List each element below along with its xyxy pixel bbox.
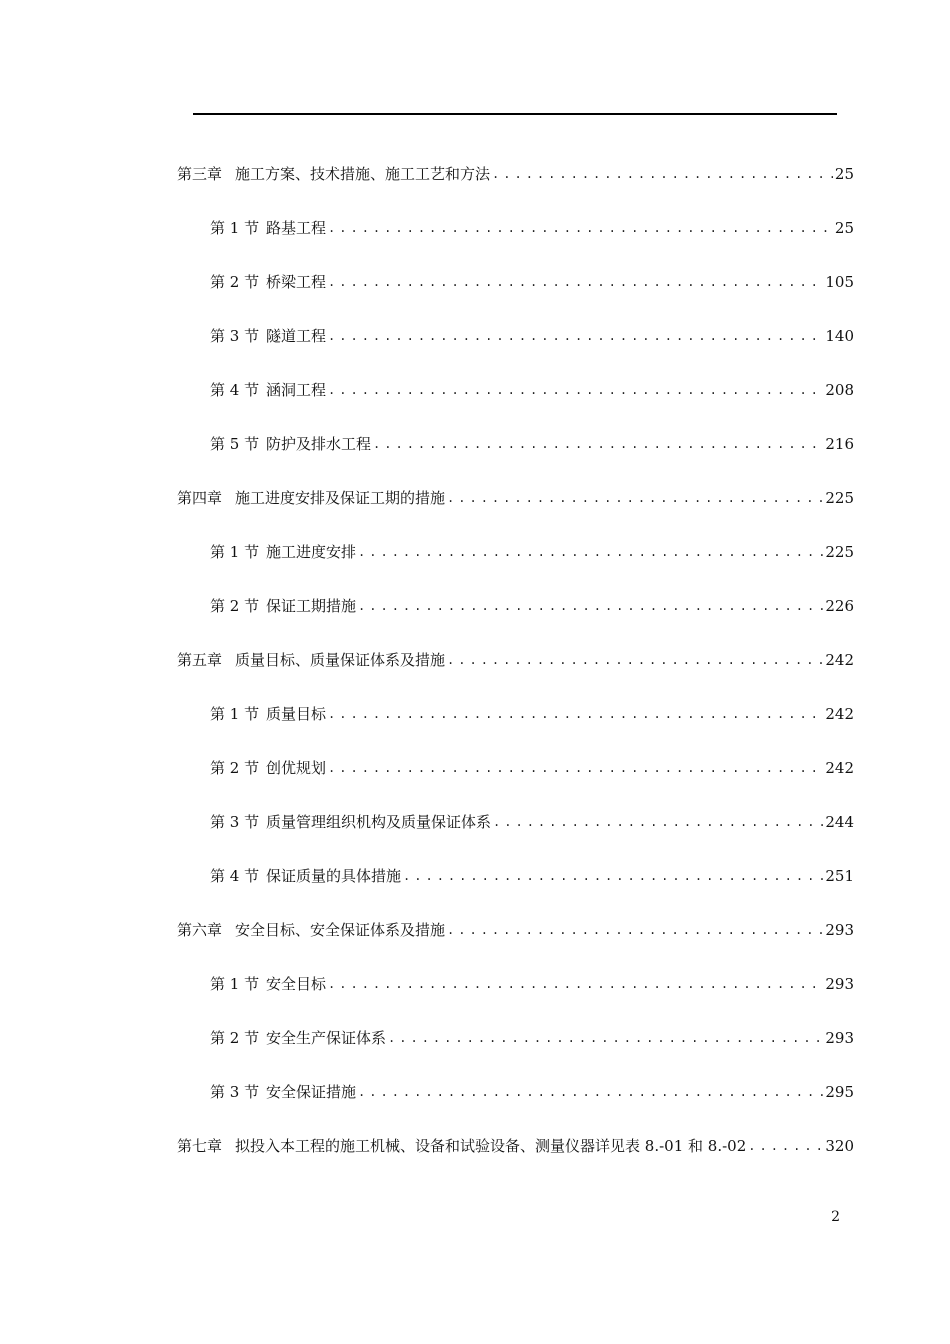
dot-leader	[328, 273, 823, 291]
toc-entry-number: 第 5 节	[210, 435, 260, 453]
dot-leader	[328, 705, 823, 723]
toc-entry-page: 226	[825, 597, 854, 615]
toc-entry-title: 防护及排水工程	[266, 435, 372, 453]
toc-entry-title: 质量目标、质量保证体系及措施	[235, 651, 446, 669]
toc-entry-number: 第 2 节	[210, 273, 260, 291]
toc-entry-number: 第 2 节	[210, 597, 260, 615]
toc-entry-page: 244	[825, 813, 854, 831]
toc-entry-section[interactable]	[210, 1078, 854, 1102]
dot-leader	[447, 921, 823, 939]
toc-entry-number: 第 3 节	[210, 813, 260, 831]
toc-entry-chapter-4[interactable]	[177, 484, 854, 508]
toc-entry-title: 施工进度安排	[266, 543, 357, 561]
toc-entry-page: 216	[825, 435, 854, 453]
toc-entry-section[interactable]	[210, 430, 854, 454]
toc-entry-page: 25	[834, 219, 854, 237]
toc-entry-number: 第 3 节	[210, 1083, 260, 1101]
toc-entry-title: 施工进度安排及保证工期的措施	[235, 489, 446, 507]
dot-leader	[328, 327, 823, 345]
toc-entry-number: 第 1 节	[210, 543, 260, 561]
toc-entry-number: 第 1 节	[210, 705, 260, 723]
toc-entry-number: 第五章	[177, 651, 223, 669]
toc-entry-page: 293	[825, 975, 854, 993]
toc-entry-title: 创优规划	[266, 759, 327, 777]
toc-entry-page: 225	[825, 489, 854, 507]
toc-entry-title: 隧道工程	[266, 327, 327, 345]
dot-leader	[493, 813, 823, 831]
toc-entry-section[interactable]	[210, 808, 854, 832]
toc-entry-title: 质量目标	[266, 705, 327, 723]
toc-entry-page: 295	[825, 1083, 854, 1101]
dot-leader	[447, 651, 823, 669]
toc-entry-number: 第六章	[177, 921, 223, 939]
toc-entry-page: 105	[825, 273, 854, 291]
toc-entry-title: 路基工程	[266, 219, 327, 237]
toc-entry-number: 第四章	[177, 489, 223, 507]
toc-entry-page: 242	[825, 705, 854, 723]
toc-entry-title: 安全保证措施	[266, 1083, 357, 1101]
toc-entry-chapter-6[interactable]	[177, 916, 854, 940]
toc-entry-chapter-3[interactable]	[177, 160, 854, 184]
toc-entry-section[interactable]	[210, 700, 854, 724]
dot-leader	[388, 1029, 823, 1047]
dot-leader	[358, 543, 823, 561]
dot-leader	[328, 219, 833, 237]
toc-entry-number: 第 2 节	[210, 759, 260, 777]
toc-entry-page: 208	[825, 381, 854, 399]
dot-leader	[358, 1083, 823, 1101]
dot-leader	[328, 975, 823, 993]
toc-entry-page: 140	[825, 327, 854, 345]
toc-entry-section[interactable]	[210, 754, 854, 778]
toc-entry-section[interactable]	[210, 376, 854, 400]
toc-entry-title: 安全目标	[266, 975, 327, 993]
toc-entry-page: 25	[834, 165, 854, 183]
toc-entry-chapter-5[interactable]	[177, 646, 854, 670]
dot-leader	[328, 381, 823, 399]
toc-entry-section[interactable]	[210, 1024, 854, 1048]
dot-leader	[373, 435, 823, 453]
toc-entry-section[interactable]	[210, 862, 854, 886]
toc-entry-title: 质量管理组织机构及质量保证体系	[266, 813, 492, 831]
page-number: 2	[831, 1209, 840, 1225]
toc-entry-section[interactable]	[210, 592, 854, 616]
toc-entry-number: 第 1 节	[210, 975, 260, 993]
toc-entry-title: 拟投入本工程的施工机械、设备和试验设备、测量仪器详见表 8.-01 和 8.-02	[235, 1137, 747, 1155]
toc-entry-page: 293	[825, 921, 854, 939]
toc-entry-page: 242	[825, 759, 854, 777]
toc-entry-title: 保证质量的具体措施	[266, 867, 402, 885]
toc-entry-page: 225	[825, 543, 854, 561]
toc-entry-number: 第 4 节	[210, 867, 260, 885]
toc-entry-title: 安全生产保证体系	[266, 1029, 387, 1047]
dot-leader	[328, 759, 823, 777]
toc-entry-section[interactable]	[210, 322, 854, 346]
toc-entry-number: 第 4 节	[210, 381, 260, 399]
dot-leader	[748, 1137, 823, 1155]
toc-entry-page: 293	[825, 1029, 854, 1047]
toc-entry-chapter-7[interactable]	[177, 1132, 854, 1156]
toc-entry-title: 保证工期措施	[266, 597, 357, 615]
toc-entry-section[interactable]	[210, 970, 854, 994]
toc-entry-title: 涵洞工程	[266, 381, 327, 399]
dot-leader	[447, 489, 823, 507]
toc-entry-number: 第 3 节	[210, 327, 260, 345]
toc-entry-section[interactable]	[210, 268, 854, 292]
toc-entry-number: 第七章	[177, 1137, 223, 1155]
dot-leader	[492, 165, 833, 183]
toc-entry-section[interactable]	[210, 214, 854, 238]
toc-entry-page: 242	[825, 651, 854, 669]
toc-entry-page: 320	[825, 1137, 854, 1155]
toc-entry-section[interactable]	[210, 538, 854, 562]
toc-entry-title: 施工方案、技术措施、施工工艺和方法	[235, 165, 491, 183]
toc-entry-number: 第三章	[177, 165, 223, 183]
toc-entry-title: 安全目标、安全保证体系及措施	[235, 921, 446, 939]
header-rule	[193, 113, 837, 115]
toc-entry-page: 251	[825, 867, 854, 885]
toc-entry-number: 第 1 节	[210, 219, 260, 237]
dot-leader	[403, 867, 823, 885]
toc-entry-title: 桥梁工程	[266, 273, 327, 291]
dot-leader	[358, 597, 823, 615]
toc-entry-number: 第 2 节	[210, 1029, 260, 1047]
